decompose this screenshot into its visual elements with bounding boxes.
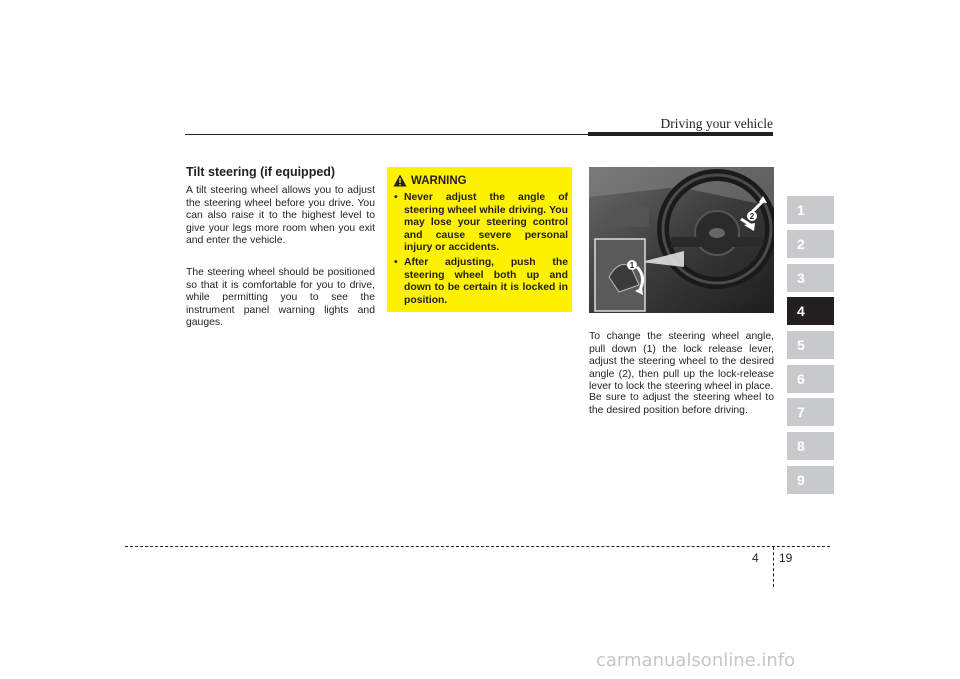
chapter-tab-4[interactable]: 4 <box>787 297 834 325</box>
footer-page-number: 19 <box>779 551 793 565</box>
header-bar <box>588 132 773 136</box>
warning-item: • After adjusting, push the steering wheel both up and down to be certain it is locked in position. <box>394 256 568 306</box>
warning-triangle-icon <box>393 174 407 187</box>
figure-code: OLD026076 <box>728 304 772 313</box>
chapter-tab-2[interactable]: 2 <box>787 230 834 258</box>
section-heading: Tilt steering (if equipped) <box>186 165 336 179</box>
body-paragraph-1: A tilt steering wheel allows you to adjust the steering wheel before you drive. You can also raise it to the highest level to give your legs more room when you exit and enter the vehicle. <box>186 185 375 247</box>
chapter-tab-1[interactable]: 1 <box>787 196 834 224</box>
chapter-tab-8[interactable]: 8 <box>787 432 834 460</box>
chapter-tab-7[interactable]: 7 <box>787 398 834 426</box>
footer-rule <box>125 546 830 547</box>
footer-chapter-number: 4 <box>752 551 759 565</box>
body-paragraph-2: The steering wheel should be positioned so that it is comfortable for you to drive, while permitting you to see the instrument panel warning lights and gauges. <box>186 267 375 329</box>
warning-title: WARNING <box>411 175 467 187</box>
callout-1: 1 <box>629 261 635 270</box>
instruction-paragraph-1: To change the steering wheel angle, pull down (1) the lock release lever, adjust the steering wheel to the desired angle (2), then pull up the lock-release lever to lock the steering wheel in place. <box>589 331 774 393</box>
steering-wheel-illustration <box>589 167 774 313</box>
chapter-tab-3[interactable]: 3 <box>787 264 834 292</box>
watermark: carmanualsonline.info <box>596 650 796 671</box>
chapter-tab-6[interactable]: 6 <box>787 365 834 393</box>
footer-divider <box>773 547 774 587</box>
warning-list <box>394 192 568 309</box>
steering-wheel-photo <box>589 167 774 313</box>
callout-2: 2 <box>749 212 755 221</box>
chapter-tab-9[interactable]: 9 <box>787 466 834 494</box>
chapter-tab-5[interactable]: 5 <box>787 331 834 359</box>
warning-item: • Never adjust the angle of steering wheel while driving. You may lose your steering control and cause severe personal injury or accidents. <box>394 192 568 254</box>
instruction-paragraph-2: Be sure to adjust the steering wheel to the desired position before driving. <box>589 392 774 416</box>
running-header: Driving your vehicle <box>660 116 773 131</box>
